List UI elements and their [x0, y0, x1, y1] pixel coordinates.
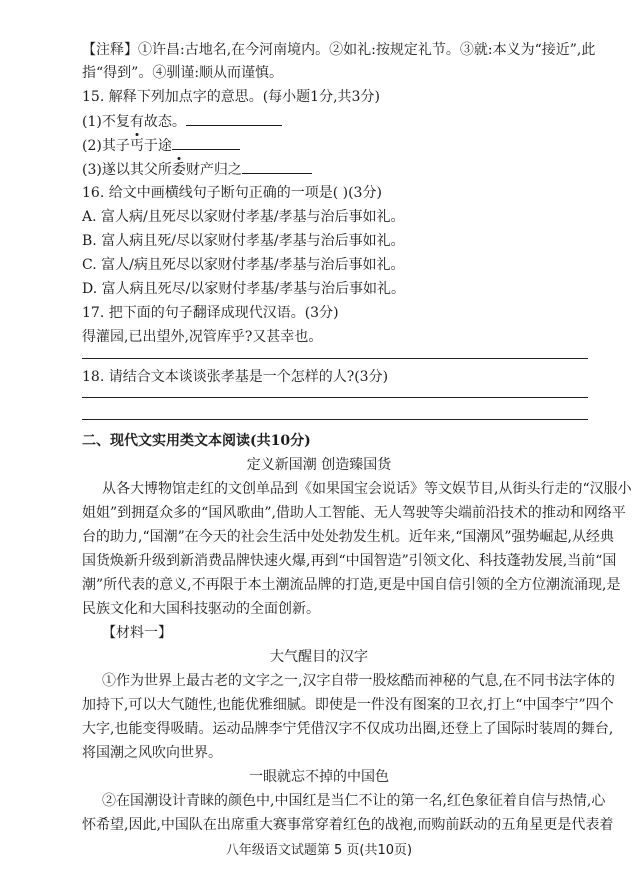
- q15-item-1: [82, 111, 282, 132]
- q17-stem: 17. 把下面的句子翻译成现代汉语。(3分): [82, 305, 339, 321]
- material-1-subtitle: 大气醒目的汉字: [270, 649, 368, 665]
- q15-item-2: [82, 135, 240, 156]
- para-1-line-3: 大字,也能变得吸睛。运动品牌李宁凭借汉字不仅成功出圈,还登上了国际时装周的舞台,: [82, 721, 614, 737]
- notes-line-1: 【注释】①许昌:古地名,在今河南境内。②如礼:按规定礼节。③就:本义为“接近”,此: [82, 42, 596, 58]
- q15-item-2-post: 于途: [143, 138, 172, 154]
- para-1-line-1: ①作为世界上最古老的文字之一,汉字自带一股炫酷而神秘的气息,在不同书法字体的: [102, 673, 615, 689]
- intro-line-2: 姐姐”到拥趸众多的“国风歌曲”,借助人工智能、无人驾驶等尖端前沿技术的推动和网络平: [82, 505, 626, 521]
- q15-answer-blank-1[interactable]: [186, 111, 282, 126]
- q15-answer-blank-3[interactable]: [242, 159, 312, 174]
- q16-option-c: C. 富人/病且死尽以家财付孝基/孝基与治后事如礼。: [82, 257, 405, 273]
- q15-item-2-pre: (2)其子: [82, 138, 130, 154]
- q16-stem: 16. 给文中画横线句子断句正确的一项是( )(3分): [82, 185, 382, 201]
- intro-line-1: 从各大博物馆走红的文创单品到《如果国宝会说话》等文娱节目,从街头行走的“汉服小: [102, 481, 632, 497]
- intro-line-4: 国货焕新升级到新消费品牌快速火爆,再到“中国智造”引领文化、科技蓬勃发展,当前“国: [82, 553, 617, 569]
- q18-answer-line-1[interactable]: [82, 397, 588, 398]
- intro-line-5: 潮”所代表的意义,不再限于本土潮流品牌的打造,更是中国自信引领的全方位潮流涌现,是: [82, 577, 621, 593]
- q16-option-d: D. 富人病且死尽/以家财付孝基/孝基与治后事如礼。: [82, 281, 406, 297]
- q16-option-b: B. 富人病且死/尽以家财付孝基/孝基与治后事如礼。: [82, 233, 405, 249]
- material-1-label: 【材料一】: [102, 625, 172, 641]
- article-title: 定义新国潮 创造臻国货: [246, 457, 392, 473]
- q15-item-1-text: (1)不复有故态。: [82, 114, 186, 130]
- q17-answer-line[interactable]: [82, 358, 588, 359]
- material-2-subtitle: 一眼就忘不掉的中国色: [249, 769, 389, 785]
- notes-line-2: 指“得到”。④驯谨:顺从而谨慎。: [82, 65, 284, 81]
- para-2-line-2: 怀希望,因此,中国队在出席重大赛事常穿着红色的战袍,而购前跃动的五角星更是代表着: [82, 817, 614, 833]
- para-1-line-4: 将国潮之风吹向世界。: [82, 745, 222, 761]
- q15-answer-blank-2[interactable]: [172, 135, 240, 150]
- para-2-line-1: ②在国潮设计青睐的颜色中,中国红是当仁不让的第一名,红色象征着自信与热情,心: [102, 793, 606, 809]
- intro-line-3: 台的助力,“国潮”在今天的社会生活中处处勃发生机。近年来,“国潮风”强势崛起,从经典: [82, 529, 614, 545]
- q15-item-3-pre: (3)遂以其父所: [82, 162, 172, 178]
- q18-stem: 18. 请结合文本谈谈张孝基是一个怎样的人?(3分): [82, 369, 389, 385]
- q16-option-a: A. 富人病/且死尽以家财付孝基/孝基与治后事如礼。: [82, 209, 405, 225]
- q17-sentence: 得灌园,已出望外,况管库乎?又甚幸也。: [82, 329, 323, 345]
- q15-item-3-post: 财产归之: [185, 162, 242, 178]
- intro-line-6: 民族文化和大国科技驱动的全面创新。: [82, 601, 320, 617]
- q15-item-2-dotted-char: 丐: [129, 138, 144, 154]
- page-footer: 八年级语文试题第 5 页(共10页): [225, 843, 413, 858]
- section-2-heading: 二、现代文实用类文本阅读(共10分): [82, 433, 311, 449]
- q15-stem: 15. 解释下列加点字的意思。(每小题1分,共3分): [82, 89, 380, 105]
- q18-answer-line-2[interactable]: [82, 419, 588, 420]
- q15-item-3: [82, 159, 312, 180]
- para-1-line-2: 加持下,可以大气随性,也能优雅细腻。即使是一件没有图案的卫衣,打上“中国李宁”四个: [82, 697, 614, 713]
- q15-item-3-dotted-char: 委: [171, 162, 186, 178]
